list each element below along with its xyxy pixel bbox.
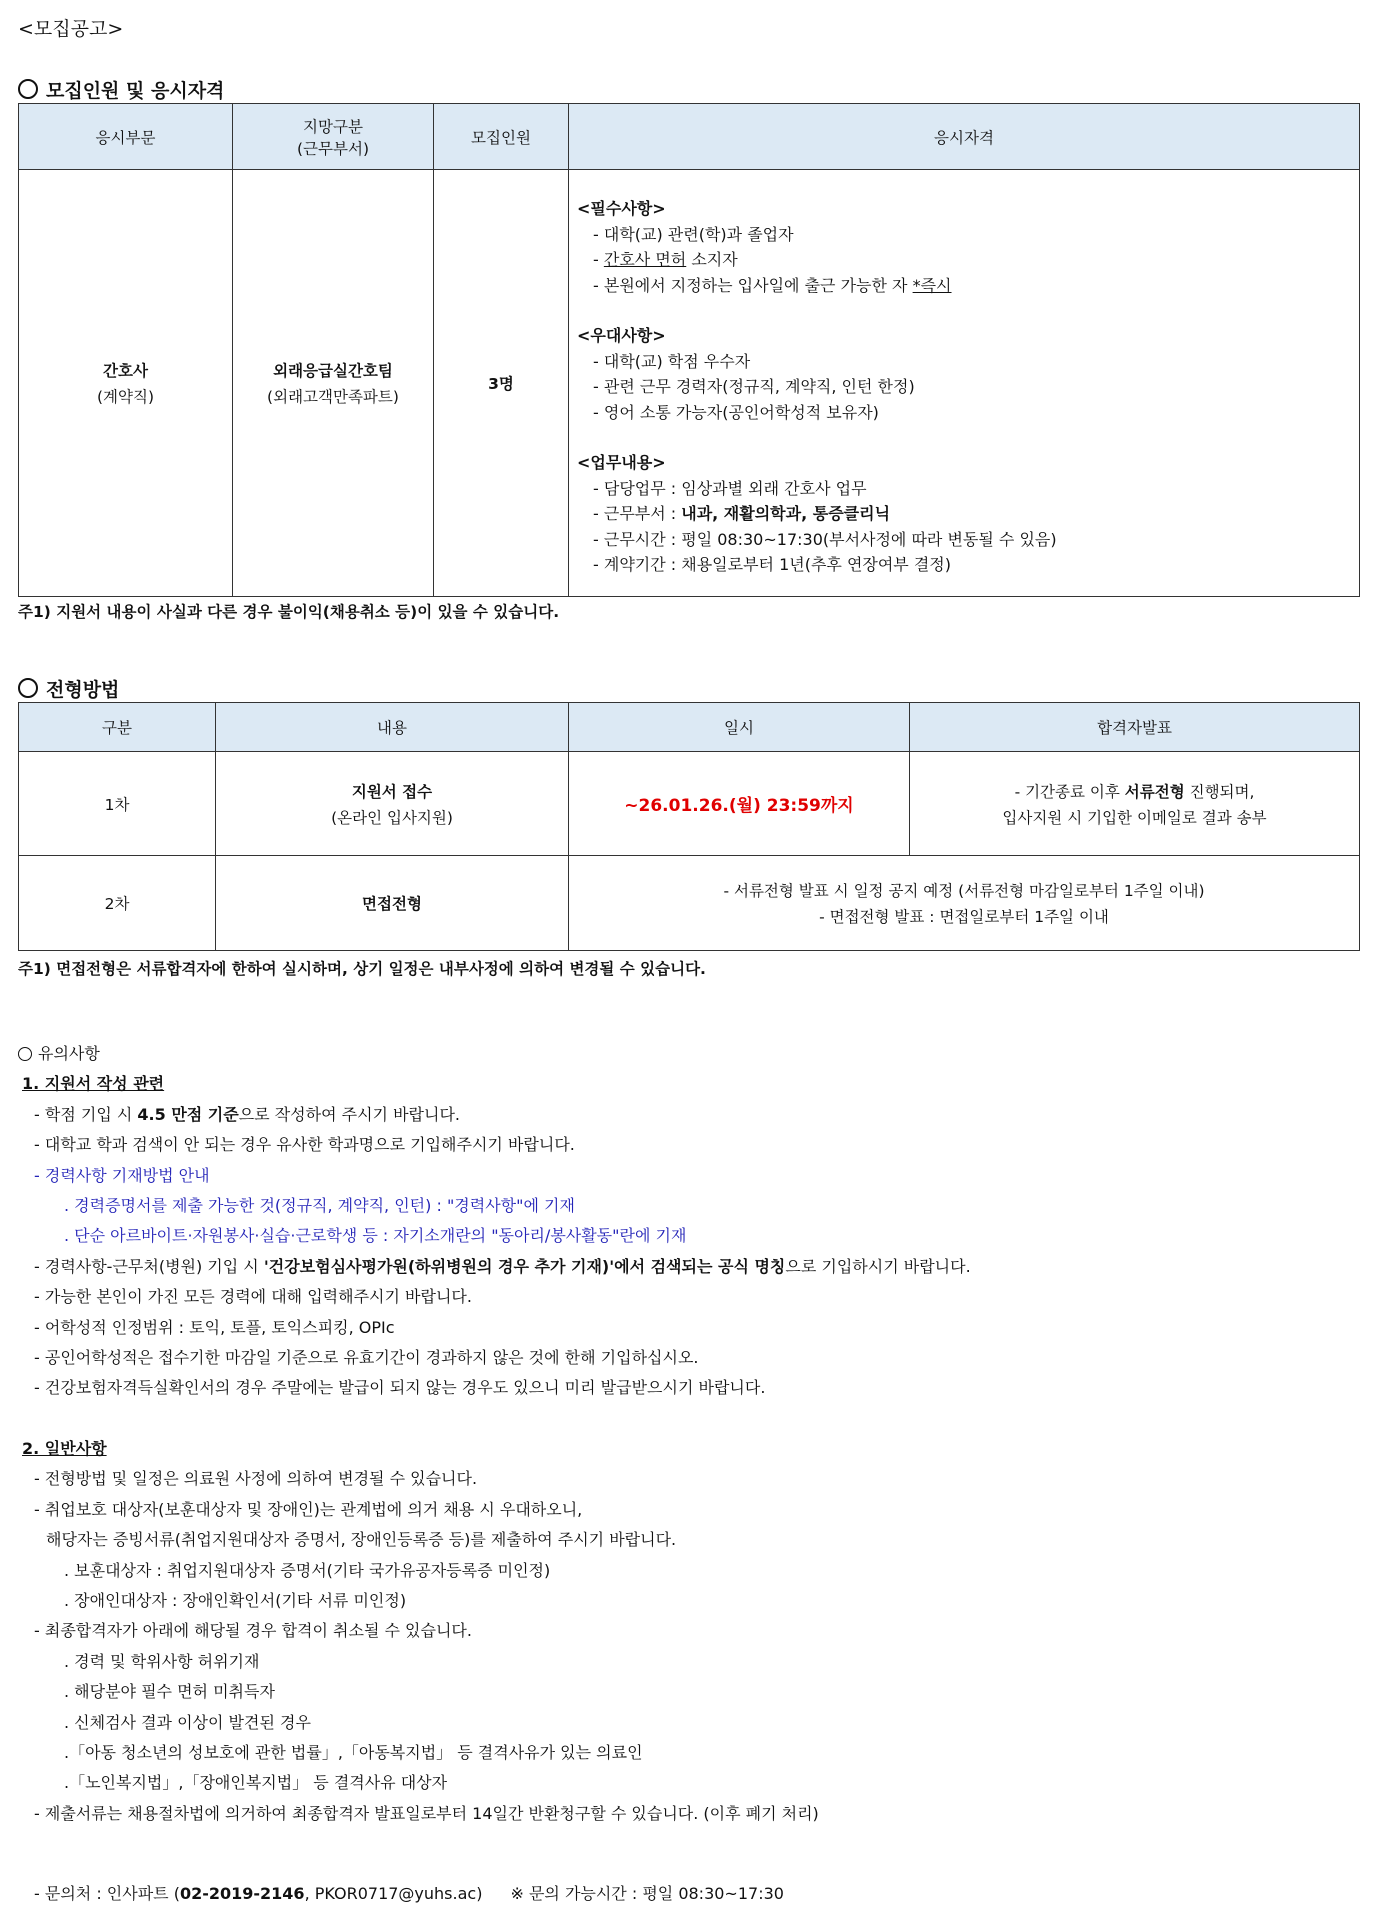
header-stage: 구분 <box>19 703 216 752</box>
list-item: - 경력사항 기재방법 안내 <box>34 1165 210 1185</box>
cell-interview-info: - 서류전형 발표 시 일정 공지 예정 (서류전형 마감일로부터 1주일 이내) - 면접전형 발표 : 면접일로부터 1주일 이내 <box>569 856 1360 951</box>
header-field: 응시부문 <box>19 104 233 170</box>
cell-dept <box>19 170 233 597</box>
note-selection: 주1) 면접전형은 서류합격자에 한하여 실시하며, 상기 일정은 내부사정에 의하여 변경될 수 있습니다. <box>18 960 706 978</box>
section-heading-selection <box>18 675 119 702</box>
dept-name: 간호사 <box>103 362 148 380</box>
list-item: . 경력증명서를 제출 가능한 것(정규직, 계약직, 인턴) : "경력사항"에 기재 <box>64 1196 575 1216</box>
list-item: . 신체검사 결과 이상이 발견된 경우 <box>64 1712 311 1732</box>
table-header-row <box>19 703 1360 752</box>
dept-sub: (계약직) <box>96 388 154 406</box>
section-heading-text: 전형방법 <box>46 679 120 701</box>
preferred-item: - 대학(교) 학점 우수자 <box>593 351 751 371</box>
list-item: - 학점 기입 시 4.5 만점 기준으로 작성하여 주시기 바랍니다. <box>34 1104 460 1124</box>
header-count: 모집인원 <box>434 104 569 170</box>
selection-table <box>18 702 1360 951</box>
duty-title: <업무내용> <box>577 453 666 472</box>
required-title: <필수사항> <box>577 199 666 218</box>
list-item: . 단순 아르바이트·자원봉사·실습·근로학생 등 : 자기소개란의 "동아리/봉사활동"란에 기재 <box>64 1226 687 1246</box>
document-title: <모집공고> <box>18 18 124 40</box>
list-item: 해당자는 증빙서류(취업지원대상자 증명서, 장애인등록증 등)를 제출하여 주시기 바랍니다. <box>46 1530 677 1550</box>
cell-content: 지원서 접수 (온라인 입사지원) <box>216 752 569 856</box>
list-item: - 취업보호 대상자(보훈대상자 및 장애인)는 관계법에 의거 채용 시 우대하오니, <box>34 1499 583 1519</box>
circle-bullet-icon <box>18 678 38 698</box>
cell-stage: 1차 <box>19 752 216 856</box>
list-item: - 제출서류는 채용절차법에 의거하여 최종합격자 발표일로부터 14일간 반환청구할 수 있습니다. (이후 폐기 처리) <box>34 1803 819 1823</box>
subheading-general: 2. 일반사항 <box>22 1438 107 1458</box>
list-item: - 공인어학성적은 접수기한 마감일 기준으로 유효기간이 경과하지 않은 것에 한해 기입하십시오. <box>34 1348 699 1368</box>
cell-qualification <box>569 170 1360 597</box>
header-result: 합격자발표 <box>910 703 1360 752</box>
list-item: - 어학성적 인정범위 : 토익, 토플, 토익스피킹, OPIc <box>34 1317 395 1337</box>
team-name: 외래응급실간호팀 <box>273 362 393 380</box>
duty-item: - 근무시간 : 평일 08:30~17:30(부서사정에 따라 변동될 수 있음) <box>593 529 1057 549</box>
header-date: 일시 <box>569 703 910 752</box>
list-item: - 최종합격자가 아래에 해당될 경우 합격이 취소될 수 있습니다. <box>34 1621 472 1641</box>
recruitment-table <box>18 103 1360 597</box>
header-preference-label: 지망구분 <box>303 117 363 136</box>
header-qualification: 응시자격 <box>569 104 1360 170</box>
header-preference <box>233 104 434 170</box>
cell-deadline: ~26.01.26.(월) 23:59까지 <box>569 752 910 856</box>
section-heading-text: 모집인원 및 응시자격 <box>46 80 225 102</box>
notice-list <box>18 1039 1318 1910</box>
preferred-item: - 관련 근무 경력자(정규직, 계약직, 인턴 한정) <box>593 377 915 396</box>
list-item: .「아동 청소년의 성보호에 관한 법률」,「아동복지법」 등 결격사유가 있는 의료인 <box>64 1742 643 1762</box>
list-item: - 전형방법 및 일정은 의료원 사정에 의하여 변경될 수 있습니다. <box>34 1469 478 1489</box>
list-item: . 해당분야 필수 면허 미취득자 <box>64 1682 275 1702</box>
list-item: . 보훈대상자 : 취업지원대상자 증명서(기타 국가유공자등록증 미인정) <box>64 1560 551 1580</box>
table-row <box>19 752 1360 856</box>
table-header-row <box>19 104 1360 170</box>
duty-item: - 계약기간 : 채용일로부터 1년(추후 연장여부 결정) <box>593 555 952 574</box>
header-content: 내용 <box>216 703 569 752</box>
contact-time: ※ 문의 가능시간 : 평일 08:30~17:30 <box>510 1884 784 1904</box>
team-sub: (외래고객만족파트) <box>267 388 399 406</box>
list-item: - 가능한 본인이 가진 모든 경력에 대해 입력해주시기 바랍니다. <box>34 1287 472 1307</box>
section-heading-recruitment <box>18 76 224 103</box>
duty-item: - 담당업무 : 임상과별 외래 간호사 업무 <box>593 478 867 498</box>
circle-bullet-icon <box>18 1047 32 1061</box>
duty-item: - 근무부서 : 내과, 재활의학과, 통증클리닉 <box>593 504 891 523</box>
list-item: - 건강보험자격득실확인서의 경우 주말에는 발급이 되지 않는 경우도 있으니 미리 발급받으시기 바랍니다. <box>34 1378 766 1398</box>
preferred-item: - 영어 소통 가능자(공인어학성적 보유자) <box>593 402 879 422</box>
note-recruitment: 주1) 지원서 내용이 사실과 다른 경우 불이익(채용취소 등)이 있을 수 있습니다. <box>18 603 560 621</box>
list-item: - 경력사항-근무처(병원) 기입 시 '건강보험심사평가원(하위병원의 경우 추가 기재)'에서 검색되는 공식 명칭으로 기입하시기 바랍니다. <box>34 1256 971 1276</box>
cell-stage: 2차 <box>19 856 216 951</box>
list-item: . 경력 및 학위사항 허위기재 <box>64 1651 260 1671</box>
list-item: - 대학교 학과 검색이 안 되는 경우 유사한 학과명으로 기입해주시기 바랍니다. <box>34 1135 575 1155</box>
notice-heading: 유의사항 <box>18 1039 1318 1069</box>
required-item: - 간호사 면허 소지자 <box>593 250 738 269</box>
circle-bullet-icon <box>18 79 38 99</box>
cell-content: 면접전형 <box>216 856 569 951</box>
header-preference-sub: (근무부서) <box>297 139 369 158</box>
required-item: - 대학(교) 관련(학)과 졸업자 <box>593 224 794 244</box>
contact-line: - 문의처 : 인사파트 (02-2019-2146, PKOR0717@yuhs.ac) ※ 문의 가능시간 : 평일 08:30~17:30 <box>34 1884 784 1904</box>
table-row <box>19 856 1360 951</box>
subheading-application: 1. 지원서 작성 관련 <box>22 1074 165 1094</box>
cell-team <box>233 170 434 597</box>
cell-count: 3명 <box>434 170 569 597</box>
list-item: . 장애인대상자 : 장애인확인서(기타 서류 미인정) <box>64 1590 407 1610</box>
list-item: .「노인복지법」,「장애인복지법」 등 결격사유 대상자 <box>64 1773 448 1793</box>
required-item: - 본원에서 지정하는 입사일에 출근 가능한 자 *즉시 <box>593 275 952 295</box>
preferred-title: <우대사항> <box>577 326 666 345</box>
cell-result: - 기간종료 이후 서류전형 진행되며, 입사지원 시 기입한 이메일로 결과 송부 <box>910 752 1360 856</box>
table-row <box>19 170 1360 597</box>
